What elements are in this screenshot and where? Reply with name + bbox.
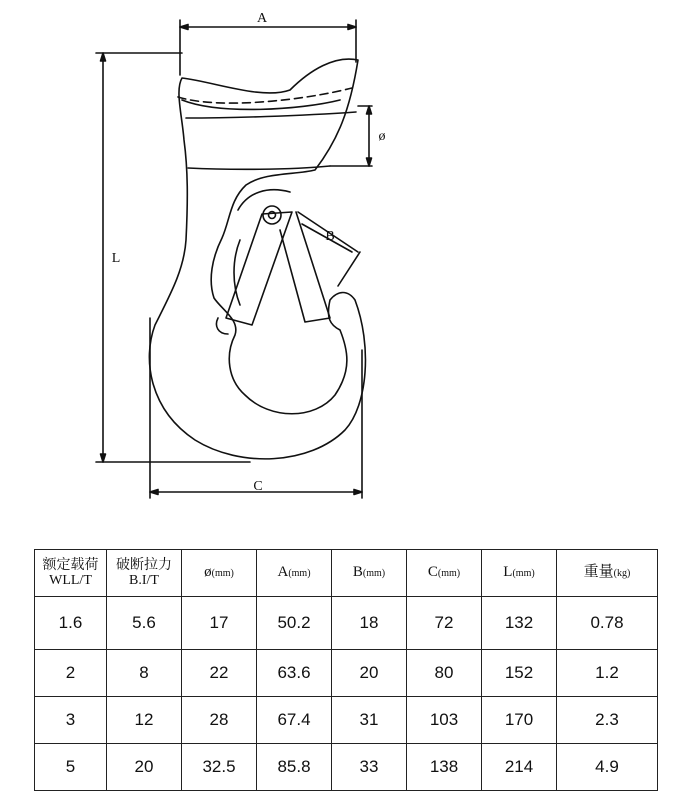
cell-breaking-force: 8 — [107, 650, 182, 697]
cell-a: 67.4 — [257, 697, 332, 744]
cell-c: 80 — [407, 650, 482, 697]
latch-arm — [226, 212, 292, 325]
table-header-row — [35, 550, 658, 597]
label-l: L — [111, 251, 121, 266]
cell-breaking-force: 5.6 — [107, 597, 182, 650]
cell-l: 170 — [482, 697, 557, 744]
cell-c: 103 — [407, 697, 482, 744]
cell-l: 214 — [482, 744, 557, 791]
cell-l: 132 — [482, 597, 557, 650]
hook-eye-dashed — [178, 88, 352, 103]
table-row — [35, 744, 658, 791]
cell-b: 33 — [332, 744, 407, 791]
label-c: C — [253, 479, 263, 494]
cell-a: 50.2 — [257, 597, 332, 650]
hook-body-outline — [149, 59, 365, 459]
table-row — [35, 650, 658, 697]
table-row — [35, 597, 658, 650]
cell-a: 85.8 — [257, 744, 332, 791]
cell-wll: 2 — [35, 650, 107, 697]
cell-c: 72 — [407, 597, 482, 650]
label-phi: ø — [378, 129, 386, 144]
cell-c: 138 — [407, 744, 482, 791]
header-c: C(mm) — [407, 550, 482, 597]
cell-weight: 2.3 — [557, 697, 658, 744]
specification-table — [34, 549, 658, 791]
latch-pivot — [263, 206, 281, 224]
cell-phi: 17 — [182, 597, 257, 650]
hook-shank-band — [186, 112, 356, 169]
cell-phi: 22 — [182, 650, 257, 697]
cell-b: 18 — [332, 597, 407, 650]
cell-wll: 3 — [35, 697, 107, 744]
header-a: A(mm) — [257, 550, 332, 597]
cell-l: 152 — [482, 650, 557, 697]
table-row — [35, 697, 658, 744]
cell-b: 20 — [332, 650, 407, 697]
cell-breaking-force: 20 — [107, 744, 182, 791]
dimension-a — [180, 20, 356, 75]
label-b: B — [325, 229, 335, 244]
header-b: B(mm) — [332, 550, 407, 597]
cell-wll: 5 — [35, 744, 107, 791]
cell-wll: 1.6 — [35, 597, 107, 650]
cell-breaking-force: 12 — [107, 697, 182, 744]
cell-phi: 32.5 — [182, 744, 257, 791]
header-breaking-force: 破断拉力 B.I/T — [107, 550, 182, 597]
cell-phi: 28 — [182, 697, 257, 744]
label-a: A — [256, 11, 268, 26]
cell-weight: 1.2 — [557, 650, 658, 697]
cell-b: 31 — [332, 697, 407, 744]
header-weight: 重量(kg) — [557, 550, 658, 597]
cell-weight: 4.9 — [557, 744, 658, 791]
header-phi: ø(mm) — [182, 550, 257, 597]
dimension-c — [150, 318, 362, 498]
header-wll: 额定载荷 WLL/T — [35, 550, 107, 597]
cell-weight: 0.78 — [557, 597, 658, 650]
header-l: L(mm) — [482, 550, 557, 597]
cell-a: 63.6 — [257, 650, 332, 697]
